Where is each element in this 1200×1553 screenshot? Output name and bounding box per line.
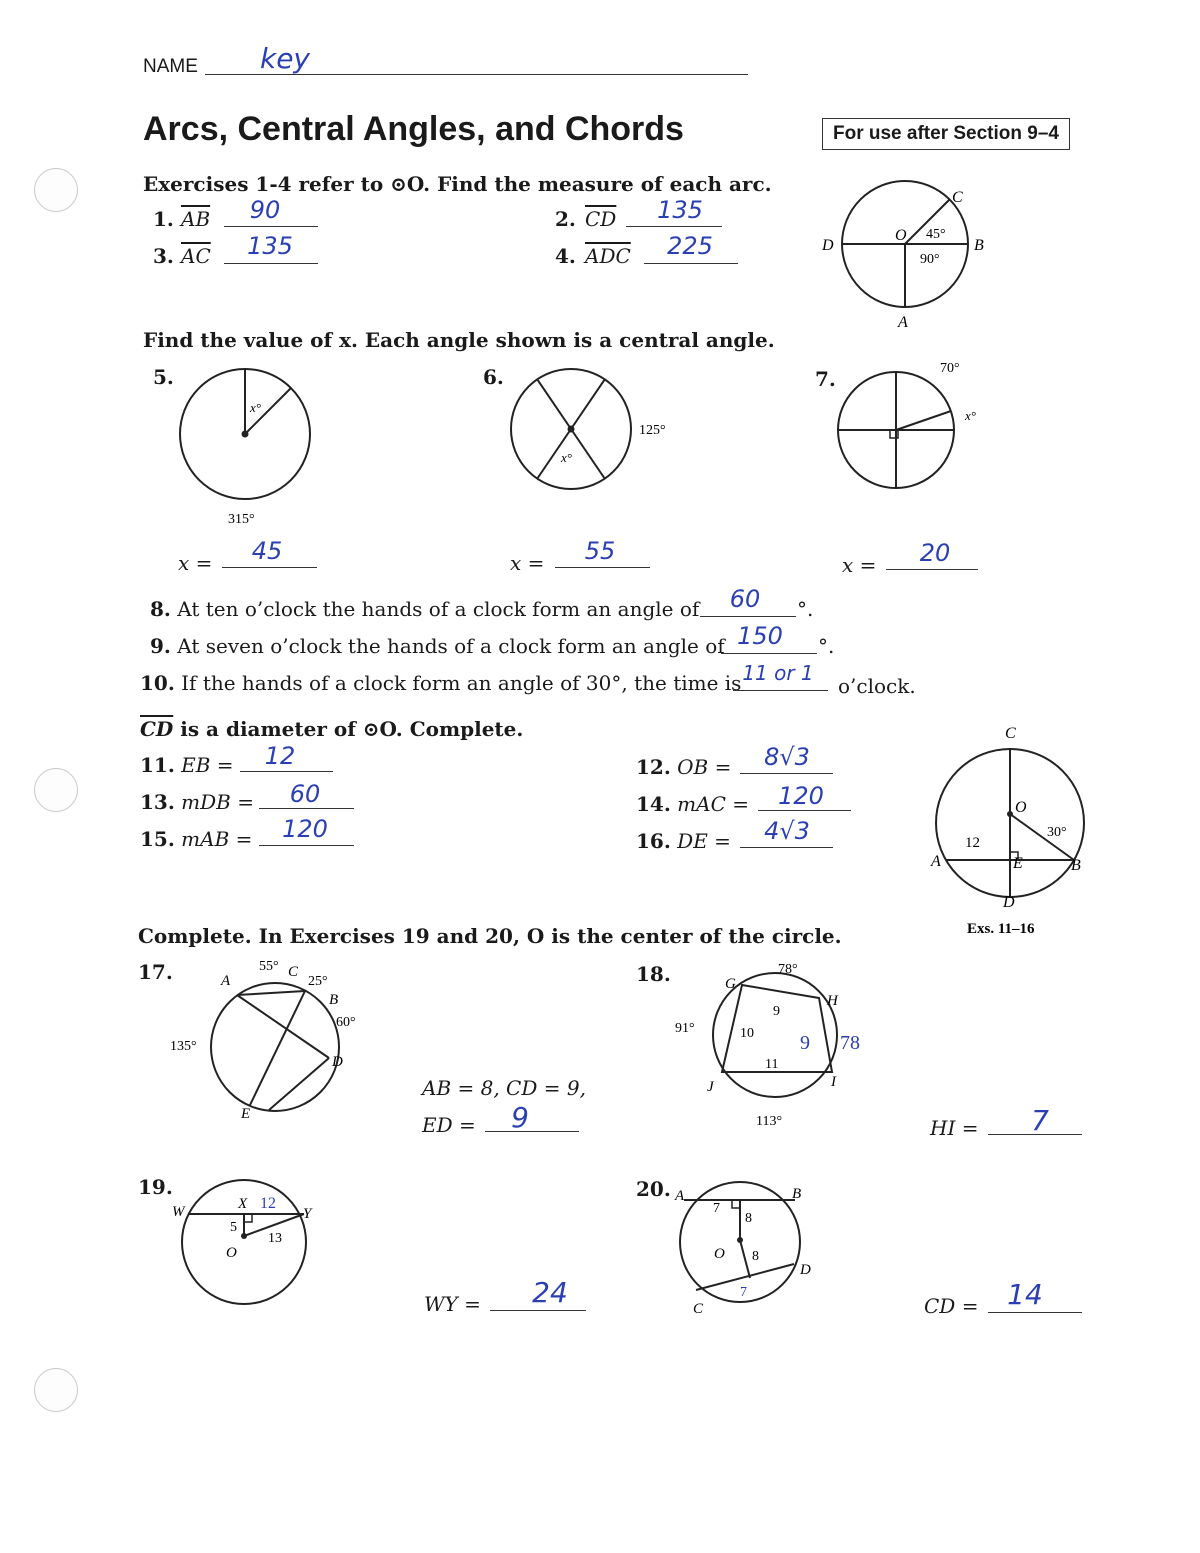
ex17-pt-D: D — [332, 1054, 343, 1070]
ex20-side-8b: 8 — [752, 1249, 759, 1264]
figure-ex18 — [665, 955, 885, 1130]
ex7-x-eq: x = — [842, 553, 877, 577]
ex5-x-eq: x = — [178, 551, 213, 575]
ex19-answer: 24 — [532, 1276, 568, 1309]
item3-num: 3. — [153, 244, 174, 268]
item6-num: 6. — [483, 365, 504, 389]
fig3-pt-A: A — [931, 853, 941, 870]
ex8-line — [700, 616, 796, 617]
part1-instructions: Exercises 1-4 refer to ⊙O. Find the measure of each arc. — [143, 172, 772, 196]
ex11-answer: 12 — [264, 742, 296, 770]
ex12-answer: 8√3 — [764, 743, 810, 771]
ex19-pt-Y: Y — [303, 1206, 312, 1222]
figure-ex17 — [165, 952, 385, 1127]
ex9-num: 9. At seven o’clock the hands of a clock form an angle of — [150, 634, 725, 658]
ex7-line — [886, 569, 978, 570]
ex17-arc-135: 135° — [170, 1039, 197, 1054]
ex15-line — [259, 845, 354, 846]
ex13-label: 13. mDB = — [140, 790, 254, 814]
item4-num: 4. — [555, 244, 576, 268]
fig1-pt-A: A — [898, 314, 908, 330]
ex19-num: 19. — [138, 1175, 173, 1199]
ex9-suffix: °. — [818, 634, 835, 658]
ex18-q: HI = — [930, 1116, 979, 1140]
figure-ex19 — [160, 1168, 340, 1308]
ex17-pt-E: E — [241, 1106, 251, 1122]
ex7-x: x° — [965, 408, 976, 423]
ex10-num: 10. If the hands of a clock form an angle of 30°, the time is — [140, 671, 742, 695]
fig3-len: 12 — [965, 835, 980, 851]
fig1-pt-C: C — [952, 189, 963, 206]
ex8-answer: 60 — [729, 585, 761, 613]
fig3-caption: Exs. 11–16 — [967, 921, 1035, 937]
ex19-pt-X: X — [238, 1196, 248, 1212]
ex16-answer: 4√3 — [764, 817, 810, 845]
ex14-answer: 120 — [778, 782, 824, 810]
ex20-pt-O: O — [714, 1246, 725, 1262]
ex20-pt-B: B — [792, 1186, 802, 1202]
ex6-line — [555, 567, 650, 568]
ex9-line — [721, 653, 817, 654]
ex5-arc-label: 315° — [228, 512, 255, 527]
item3-answer: 135 — [247, 232, 293, 260]
ex17-arc-55: 55° — [259, 959, 279, 974]
ex11-label: 11. EB = — [140, 753, 234, 777]
ex6-answer: 55 — [584, 537, 616, 565]
ex10-answer: 11 or 1 — [742, 661, 814, 685]
ex19-pt-O: O — [226, 1245, 237, 1261]
part3-instructions: $\overline{CD}$ is a diameter of ⊙O. Complete. — [140, 717, 524, 741]
ex20-q: CD = — [924, 1294, 979, 1318]
fig3-pt-E: E — [1013, 855, 1023, 872]
item3-line — [224, 263, 318, 264]
item7-num: 7. — [815, 367, 836, 391]
ex17-pt-A: A — [221, 973, 231, 989]
item2-label: $\overline{CD}$ — [585, 207, 617, 231]
page-title: Arcs, Central Angles, and Chords — [143, 110, 684, 148]
item2-num: 2. — [555, 207, 576, 231]
ex20-answer: 14 — [1007, 1278, 1043, 1311]
item1-answer: 90 — [249, 196, 281, 224]
section-box: For use after Section 9–4 — [822, 118, 1070, 150]
ex12-line — [740, 773, 833, 774]
item2-answer: 135 — [657, 196, 703, 224]
figure-arcs-1-4 — [810, 180, 1000, 330]
fig1-pt-D: D — [822, 237, 834, 254]
ex20-pt-D: D — [800, 1262, 811, 1278]
ex17-num: 17. — [138, 960, 173, 984]
binder-hole-bottom — [34, 1368, 78, 1412]
figure-ex11-16 — [925, 722, 1095, 940]
ex19-q: WY = — [424, 1292, 481, 1316]
ex14-line — [758, 810, 851, 811]
item3-label: $\overline{AC}$ — [181, 244, 211, 268]
fig1-pt-B: B — [974, 237, 984, 254]
fig3-pt-O: O — [1015, 799, 1027, 816]
ex19-pt-W: W — [172, 1204, 185, 1220]
ex20-line — [988, 1312, 1082, 1313]
ex18-pt-G: G — [725, 976, 736, 992]
item5-num: 5. — [153, 365, 174, 389]
fig3-pt-B: B — [1071, 857, 1081, 874]
ex17-arc-60: 60° — [336, 1015, 356, 1030]
ex18-pt-H: H — [827, 993, 838, 1009]
fig3-pt-C: C — [1005, 725, 1016, 742]
part2-instructions: Find the value of x. Each angle shown is a central angle. — [143, 328, 775, 352]
item4-answer: 225 — [667, 232, 713, 260]
ex16-line — [740, 847, 833, 848]
fig1-pt-O: O — [895, 227, 907, 244]
ex18-num: 18. — [636, 962, 671, 986]
ex18-answer: 7 — [1031, 1104, 1049, 1137]
ex5-answer: 45 — [251, 537, 283, 565]
ex11-line — [240, 771, 333, 772]
figure-ex7 — [830, 356, 1000, 496]
ex17-arc-25: 25° — [308, 974, 328, 989]
ex7-arc-label: 70° — [940, 361, 960, 376]
ex13-line — [259, 808, 354, 809]
ex19-side-5: 5 — [230, 1220, 237, 1235]
ex18-arc-78: 78° — [778, 962, 798, 977]
ex18-hand-78: 78 — [840, 1032, 860, 1054]
fig1-angle-45: 45° — [926, 227, 946, 242]
ex17-pt-B: B — [329, 992, 339, 1008]
ex10-suffix: o’clock. — [838, 674, 916, 698]
fig3-angle: 30° — [1047, 825, 1067, 840]
ex18-side-10: 10 — [740, 1026, 754, 1041]
item1-label: $\overline{AB}$ — [181, 207, 211, 231]
figure-ex5 — [170, 360, 330, 535]
ex14-label: 14. mAC = — [636, 792, 749, 816]
ex17-q: ED = — [422, 1113, 476, 1137]
item1-num: 1. — [153, 207, 174, 231]
ex10-line — [733, 690, 828, 691]
ex13-answer: 60 — [289, 780, 321, 808]
fig1-angle-90: 90° — [920, 252, 940, 267]
fig3-pt-D: D — [1003, 894, 1015, 911]
ex5-line — [222, 567, 317, 568]
name-answer: key — [259, 42, 310, 75]
ex19-hand-12: 12 — [260, 1195, 276, 1212]
ex20-hand-7: 7 — [740, 1285, 747, 1300]
ex19-line — [490, 1310, 586, 1311]
ex19-side-13: 13 — [268, 1231, 282, 1246]
ex20-pt-C: C — [693, 1301, 704, 1317]
ex18-side-9: 9 — [773, 1004, 780, 1019]
binder-hole-middle — [34, 768, 78, 812]
binder-hole-top — [34, 168, 78, 212]
ex17-given: AB = 8, CD = 9, — [422, 1076, 586, 1100]
ex9-answer: 150 — [737, 622, 783, 650]
ex18-arc-113: 113° — [756, 1114, 783, 1129]
ex17-pt-C: C — [288, 964, 299, 980]
ex8-num: 8. At ten o’clock the hands of a clock form an angle of — [150, 597, 700, 621]
ex6-x-eq: x = — [510, 551, 545, 575]
ex15-label: 15. mAB = — [140, 827, 253, 851]
ex18-arc-91: 91° — [675, 1021, 695, 1036]
part4-instructions: Complete. In Exercises 19 and 20, O is the center of the circle. — [138, 924, 842, 948]
item4-line — [644, 263, 738, 264]
ex20-num: 20. — [636, 1177, 671, 1201]
ex6-arc-label: 125° — [639, 423, 666, 438]
ex20-side-8a: 8 — [745, 1211, 752, 1226]
ex8-suffix: °. — [797, 597, 814, 621]
ex18-pt-I: I — [831, 1074, 836, 1090]
ex6-x: x° — [561, 450, 572, 465]
ex15-answer: 120 — [282, 815, 328, 843]
ex18-side-11: 11 — [765, 1057, 779, 1072]
ex18-hand-9: 9 — [800, 1032, 810, 1054]
ex20-side-7: 7 — [713, 1201, 720, 1216]
item4-label: $\overline{ADC}$ — [585, 244, 631, 268]
item1-line — [224, 226, 318, 227]
ex5-x: x° — [250, 400, 261, 415]
figure-ex20 — [668, 1180, 828, 1320]
ex12-label: 12. OB = — [636, 755, 732, 779]
item2-line — [626, 226, 722, 227]
ex16-label: 16. DE = — [636, 829, 731, 853]
ex7-answer: 20 — [919, 539, 951, 567]
ex18-pt-J: J — [707, 1079, 714, 1095]
name-label: NAME — [143, 56, 198, 77]
figure-ex6 — [505, 362, 685, 497]
ex17-answer: 9 — [511, 1101, 529, 1134]
ex20-pt-A: A — [675, 1188, 685, 1204]
